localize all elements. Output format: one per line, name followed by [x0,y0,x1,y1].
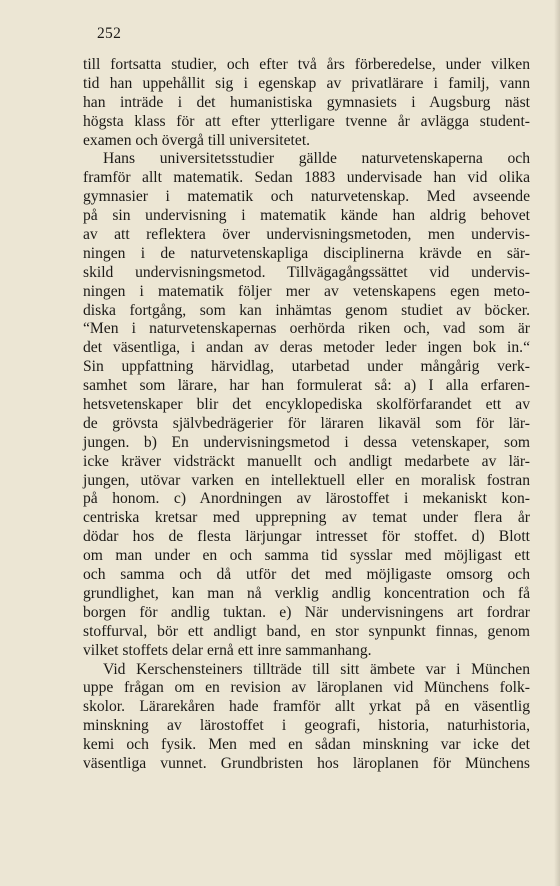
text-line: vilket stoffets delar ernå ett inre sammanhang. [83,641,372,659]
text-line: ningen i matematik följer mer av vetenskapens egen meto- [83,282,530,300]
text-line: gymnasier i matematik och naturvetenskap. Med avseende [83,188,530,206]
text-line: de grövsta självbedrägerier för läraren likaväl som för lär- [83,414,530,432]
text-line: diska fortgång, som kan inhämtas genom studiet av böcker. [83,301,530,319]
text-line: skolor. Lärarekåren hade framför allt yrkat på en väsentlig [83,698,530,716]
text-line: grundlighet, kan man nå verklig andlig koncentration och få [83,584,530,602]
text-line: jungen. b) En undervisningsmetod i dessa vetenskaper, som [83,433,530,451]
text-line: examen och övergå till universitetet. [83,131,311,149]
text-line: till fortsatta studier, och efter två års förberedelse, under vilken [83,56,530,73]
text-line: uppe frågan om en revision av läroplanen vid Münchens folk- [83,679,530,697]
text-line: på sin undervisning i matematik kände han aldrig behovet [83,207,530,225]
text-line: centriska kretsar med upprepning av temat under flera år [83,509,530,527]
text-line: väsentliga vunnet. Grundbristen hos läroplanen för Münchens [83,754,530,772]
text-line: icke kräver vidsträckt manuellt och andligt medarbete av lär- [83,452,530,470]
text-line: ningen i de naturvetenskapliga disciplinerna krävde en sär- [83,244,530,262]
text-line: skild undervisningsmetod. Tillvägagångssättet vid undervis- [83,263,530,281]
text-line: jungen, utövar varken en intellektuell eller en moralisk fostran [83,471,530,489]
text-line: minskning av lärostoffet i geografi, historia, naturhistoria, [83,717,530,735]
text-line: “Men i naturvetenskapernas oerhörda riken och, vad som är [83,320,530,338]
text-line: stoffurval, bör ett andligt band, en stor synpunkt finnas, genom [83,622,530,640]
body-text [83,56,530,774]
text-line: det väsentliga, i andan av deras metoder leder ingen bok in.“ [83,339,530,357]
text-line: hetsvetenskaper blir det encyklopediska skolförfarandet ett av [83,396,530,414]
text-line: Sin uppfattning härvidlag, utarbetad under mångårig verk- [83,358,530,376]
text-line: om man under en och samma tid sysslar med möjligast ett [83,547,530,565]
text-line: på honom. c) Anordningen av lärostoffet i mekaniskt kon- [83,490,530,508]
text-line: framför allt matematik. Sedan 1883 undervisade han vid olika [83,169,530,187]
text-line: kemi och fysik. Men med en sådan minskning var icke det [83,736,530,754]
text-line: Vid Kerschensteiners tillträde till sitt ämbete var i München [103,660,530,678]
text-line: borgen för andlig tuktan. e) När undervisningens art fordrar [83,603,530,621]
text-line: Hans universitetsstudier gällde naturvetenskaperna och [103,150,530,168]
text-line: han inträde i det humanistiska gymnasiets i Augsburg näst [83,93,530,111]
text-line: högsta klass för att efter ytterligare tvenne år avlägga student- [83,112,530,130]
text-line: tid han uppehållit sig i egenskap av privatlärare i familj, vann [83,74,530,92]
text-line: och samma och då utför det med möjligaste omsorg och [83,566,530,584]
text-line: dödar hos de flesta lärjungar intresset för stoffet. d) Blott [83,528,530,546]
page-number: 252 [97,25,122,42]
page-edge-shadow [554,0,560,886]
text-line: samhet som lärare, har han formulerat så: a) I alla erfaren- [83,377,530,395]
text-line: av att reflektera över undervisningsmetoden, men undervis- [83,226,530,244]
